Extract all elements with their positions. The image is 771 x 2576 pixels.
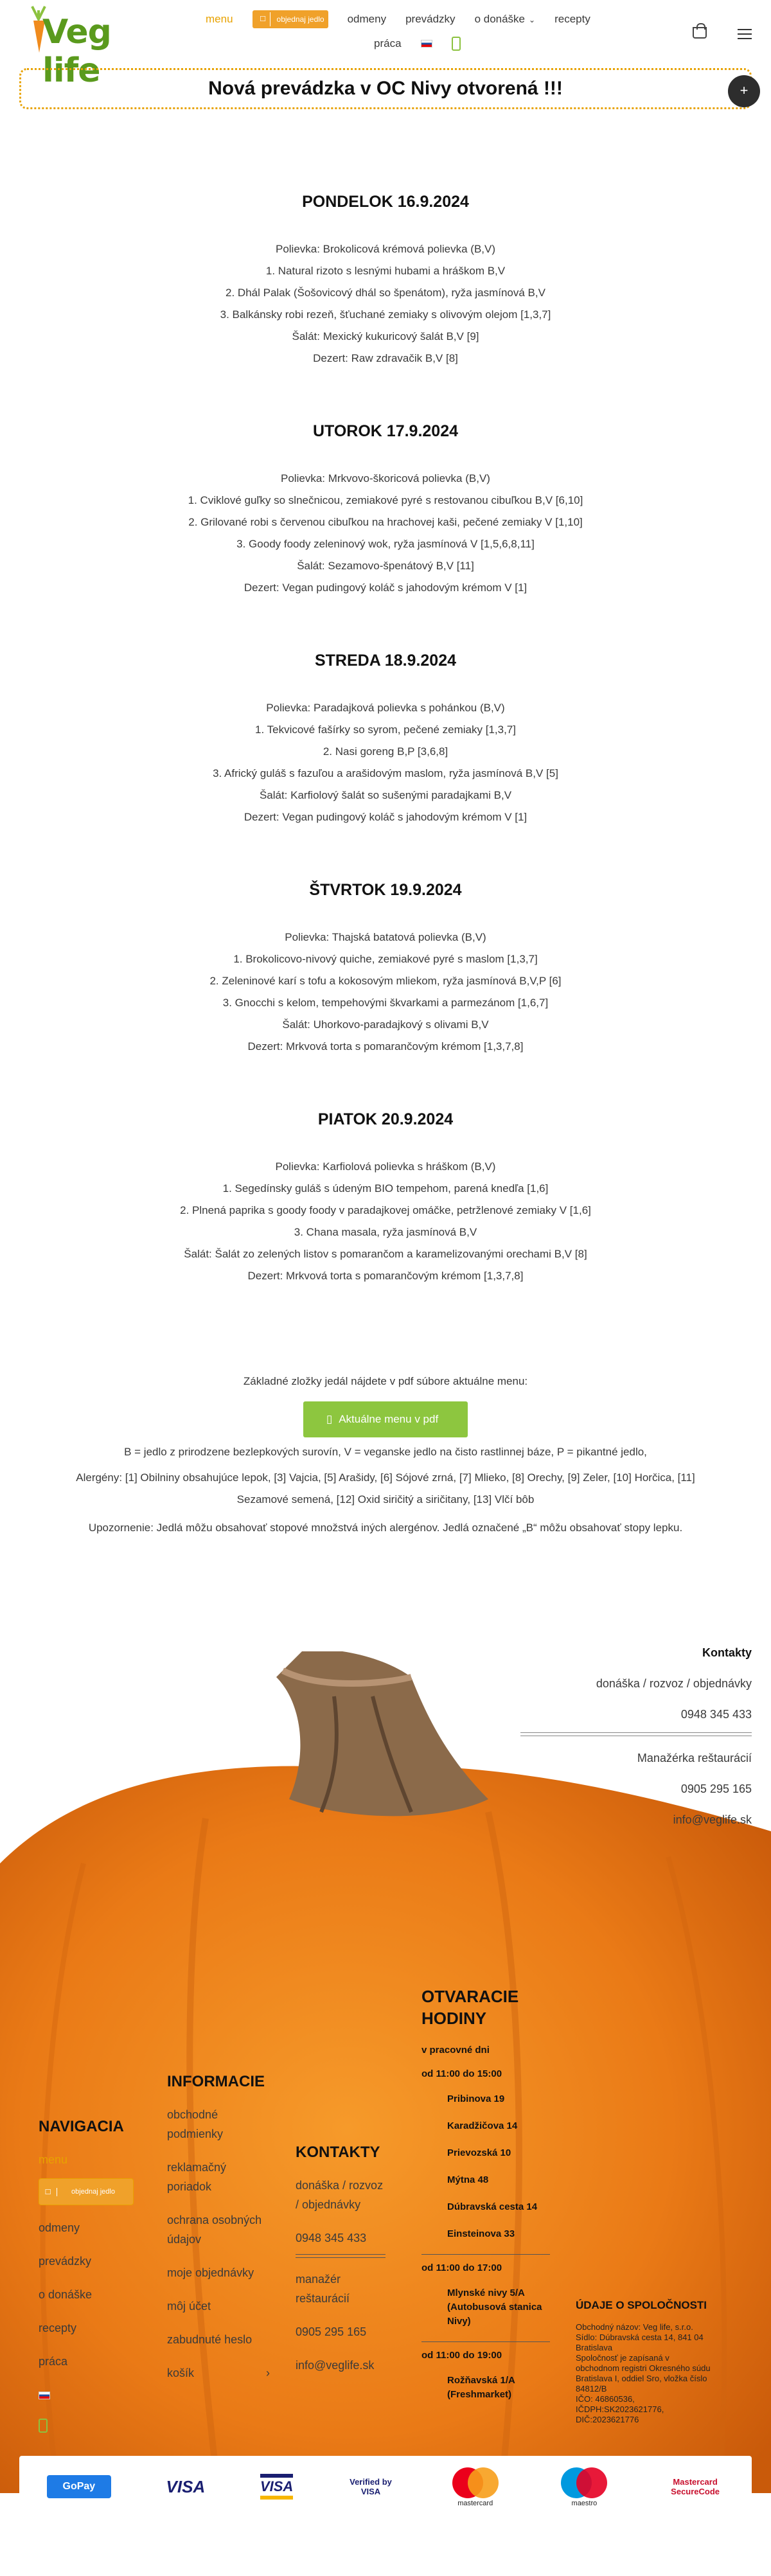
footer-nav-item[interactable]: práca	[39, 2355, 68, 2368]
menu-info	[0, 1371, 771, 1539]
contact-title: Kontakty	[702, 1646, 752, 1659]
footer-nav-item[interactable]: odmeny	[39, 2221, 80, 2234]
menu-line: 2. Dhál Palak (Šošovicový dhál so špenátom), ryža jasmínová B,V	[226, 287, 545, 299]
menu-line: 3. Gnocchi s kelom, tempehovými škvarkami a parmezánom [1,6,7]	[222, 997, 549, 1009]
nav-prevadzky[interactable]: prevádzky	[405, 13, 456, 25]
branch: Karadžičova 14	[447, 2120, 518, 2131]
nav-o-donaske[interactable]: o donáške ⌄	[474, 13, 536, 25]
menu-line: 2. Nasi goreng B,P [3,6,8]	[323, 745, 448, 758]
hours-title: OTVARACIE HODINY	[421, 1987, 519, 2028]
branch: Prievozská 10	[447, 2147, 511, 2158]
account-icon[interactable]	[39, 2419, 48, 2433]
contact-manager: Manažérka reštaurácií	[637, 1752, 752, 1764]
menu-line: Šalát: Sezamovo-špenátový B,V [11]	[297, 560, 474, 572]
day-wednesday	[0, 652, 771, 828]
hamburger-icon[interactable]	[738, 26, 752, 42]
branch: Rožňavská 1/A (Freshmarket)	[447, 2375, 515, 2400]
pdf-intro: Základné zložky jedál nájdete v pdf súbore aktuálne menu:	[243, 1375, 528, 1387]
footer-info-item[interactable]: košík ›	[167, 2363, 270, 2383]
gopay-logo: GoPay	[47, 2475, 111, 2498]
menu-line: Dezert: Mrkvová torta s pomarančovým krémom [1,3,7,8]	[247, 1270, 524, 1282]
branch: Pribinova 19	[447, 2093, 505, 2104]
mastercard-logo: mastercard	[448, 2463, 502, 2510]
footer-contacts	[296, 2144, 386, 2389]
footer-nav-item[interactable]: recepty	[39, 2322, 77, 2334]
menu-line: Dezert: Vegan pudingový koláč s jahodovým krémom V [1]	[244, 811, 527, 823]
menu-line: 2. Zeleninové karí s tofu a kokosovým mliekom, ryža jasmínová B,V,P [6]	[209, 975, 562, 987]
company-title: ÚDAJE O SPOLOČNOSTI	[576, 2299, 707, 2311]
day-monday	[0, 193, 771, 369]
menu-line: Šalát: Šalát zo zelených listov s pomarančom a karamelizovanými orechami B,V [8]	[184, 1248, 587, 1260]
menu-line: Šalát: Mexický kukuricový šalát B,V [9]	[292, 330, 479, 342]
footer-contacts-manager: manažér reštaurácií	[296, 2273, 350, 2305]
opening-hours	[421, 1985, 550, 2415]
footer-contacts-phone[interactable]: 0948 345 433	[296, 2232, 367, 2244]
account-icon[interactable]	[452, 37, 461, 51]
daily-menu	[0, 193, 771, 1340]
menu-line: Dezert: Raw zdravačik B,V [8]	[313, 352, 458, 364]
contact-block	[520, 1637, 752, 1835]
menu-line: 3. Balkánsky robi rezeň, šťuchané zemiaky s olivovým olejom [1,3,7]	[220, 308, 551, 321]
contact-phone[interactable]: 0905 295 165	[680, 1782, 752, 1795]
footer-nav	[39, 2118, 135, 2453]
announcement-banner: Nová prevádzka v OC Nivy otvorená !!!	[19, 68, 752, 109]
allergens-text: Alergény: [1] Obilniny obsahujúce lepok, [3] Vajcia, [5] Arašidy, [6] Sójové zrná, [7] Mlieko, [8] Orechy, [9] Zeler, [10] Horčica, [11]	[76, 1471, 695, 1484]
pdf-icon: ▯	[326, 1413, 333, 1425]
chevron-down-icon: ⌄	[529, 15, 536, 24]
contact-phone[interactable]: 0948 345 433	[680, 1708, 752, 1721]
plus-icon[interactable]: +	[728, 75, 760, 107]
securecode-logo: Mastercard SecureCode	[671, 2477, 720, 2496]
company-info: ÚDAJE O SPOLOČNOSTI Obchodný názov: Veg life, s.r.o. Sídlo: Dúbravská cesta 14, 841 04 Bratislava Spoločnosť je zapísaná v obchodnom registri Okresného súdu Bratislava I, oddiel Sro, vložka číslo 84812/B IČO: 46860536, IČDPH:SK2023621776, DIČ:2023621776	[576, 2300, 730, 2425]
footer-info	[167, 2073, 270, 2397]
main-nav	[206, 9, 655, 54]
visa-logo: VISA	[166, 2476, 206, 2496]
checkbox-icon: ☐	[256, 12, 270, 26]
nav-menu[interactable]: menu	[206, 13, 233, 25]
menu-line: 1. Natural rizoto s lesnými hubami a hráškom B,V	[265, 265, 506, 277]
footer-info-item[interactable]: môj účet	[167, 2300, 211, 2313]
footer-nav-item[interactable]: o donáške	[39, 2288, 93, 2301]
maestro-circles-icon	[557, 2466, 611, 2500]
nav-odmeny[interactable]: odmeny	[347, 13, 387, 25]
branch: Mlynské nivy 5/A (Autobusová stanica Nivy)	[447, 2287, 542, 2327]
menu-line: 2. Grilované robi s červenou cibuľkou na hrachovej kaši, pečené zemiaky V [1,10]	[188, 516, 583, 528]
menu-line: 3. Chana masala, ryža jasmínová B,V	[294, 1226, 477, 1238]
menu-line: Šalát: Karfiolový šalát so sušenými paradajkami B,V	[259, 789, 512, 801]
footer-contacts-title: KONTAKTY	[296, 2144, 380, 2161]
chevron-right-icon: ›	[266, 2367, 270, 2379]
menu-line: 2. Plnená paprika s goody foody v paradajkovej omáčke, petržlenové zemiaky V [1,6]	[180, 1204, 591, 1216]
visa-electron-logo: VISA	[260, 2474, 293, 2500]
menu-line: 3. Africký guláš s fazuľou a arašidovým maslom, ryža jasmínová B,V [5]	[213, 767, 558, 779]
mastercard-circles-icon	[448, 2466, 502, 2500]
menu-line: Polievka: Karfiolová polievka s hráškom (B,V)	[275, 1160, 496, 1173]
contact-email[interactable]: info@veglife.sk	[673, 1813, 752, 1826]
day-title: UTOROK 17.9.2024	[312, 422, 459, 440]
menu-line: Polievka: Paradajková polievka s pohánkou (B,V)	[266, 702, 505, 714]
allergens-text: Sezamové semená, [12] Oxid siričitý a siričitany, [13] Vlčí bôb	[236, 1493, 535, 1506]
menu-line: Polievka: Thajská batatová polievka (B,V)	[285, 931, 486, 943]
menu-line: 1. Brokolicovo-nivový quiche, zemiakové pyré s maslom [1,3,7]	[233, 953, 538, 965]
verified-by-visa-logo: Verified by VISA	[350, 2477, 392, 2496]
day-title: ŠTVRTOK 19.9.2024	[309, 881, 462, 899]
cart-icon[interactable]	[693, 27, 707, 39]
logo-text: Veg life	[42, 13, 111, 90]
footer-info-item[interactable]: obchodné podmienky	[167, 2108, 224, 2140]
copyright: © Copyright 2012 - 2024 | Veg life | All Rights Reserved	[251, 2538, 520, 2550]
branch: Einsteinova 33	[447, 2228, 515, 2239]
menu-line: 3. Goody foody zeleninový wok, ryža jasmínová V [1,5,6,8,11]	[236, 538, 535, 550]
hours-weekdays: v pracovné dni	[421, 2045, 490, 2056]
checkbox-icon: ☐	[39, 2188, 57, 2196]
day-friday	[0, 1110, 771, 1287]
hours-time: od 11:00 do 19:00	[421, 2350, 502, 2361]
day-title: PIATOK 20.9.2024	[317, 1110, 454, 1128]
menu-line: 1. Tekvicové fašírky so syrom, pečené zemiaky [1,3,7]	[255, 724, 516, 736]
branch: Dúbravská cesta 14	[447, 2201, 538, 2212]
language-flag-icon[interactable]	[421, 40, 432, 48]
menu-line: Polievka: Mrkvovo-škoricová polievka (B,V)	[281, 472, 490, 484]
menu-line: 1. Segedínsky guláš s údeným BIO tempehom, parená knedľa [1,6]	[222, 1182, 549, 1195]
footer-info-item[interactable]: moje objednávky	[167, 2266, 254, 2279]
day-title: PONDELOK 16.9.2024	[302, 193, 469, 211]
branch: Mýtna 48	[447, 2174, 489, 2185]
warning-text: Upozornenie: Jedlá môžu obsahovať stopové množstvá iných alergénov. Jedlá označené „B“ môžu obsahovať stopy lepku.	[88, 1522, 683, 1534]
footer-nav-menu[interactable]: menu	[39, 2153, 68, 2166]
footer-nav-title: NAVIGACIA	[39, 2118, 124, 2135]
day-title: STREDA 18.9.2024	[314, 652, 457, 670]
hours-time: od 11:00 do 17:00	[421, 2262, 502, 2273]
menu-line: Dezert: Mrkvová torta s pomarančovým krémom [1,3,7,8]	[247, 1040, 524, 1053]
language-flag-icon[interactable]	[39, 2392, 50, 2399]
footer-info-item[interactable]: zabudnuté heslo	[167, 2333, 253, 2346]
hours-time: od 11:00 do 15:00	[421, 2068, 502, 2079]
day-thursday	[0, 881, 771, 1058]
footer-contacts-delivery: donáška / rozvoz / objednávky	[296, 2179, 384, 2211]
maestro-logo: maestro	[557, 2463, 611, 2510]
nav-praca[interactable]: práca	[374, 37, 402, 49]
footer-nav-item[interactable]: prevádzky	[39, 2255, 92, 2268]
footer-info-item[interactable]: reklamačný poriadok	[167, 2161, 227, 2193]
order-food-button[interactable]: ☐ objednaj jedlo	[253, 10, 328, 28]
payment-methods	[19, 2456, 752, 2518]
menu-line: Polievka: Brokolicová krémová polievka (B,V)	[275, 243, 496, 255]
logo[interactable]	[19, 4, 154, 90]
menu-line: Šalát: Uhorkovo-paradajkový s olivami B,V	[282, 1018, 489, 1031]
contact-delivery: donáška / rozvoz / objednávky	[596, 1677, 752, 1690]
footer-info-title: INFORMACIE	[167, 2073, 265, 2090]
footer-info-item[interactable]: ochrana osobných údajov	[167, 2214, 262, 2246]
menu-line: Dezert: Vegan pudingový koláč s jahodovým krémom V [1]	[244, 582, 527, 594]
legend-text: B = jedlo z prirodzene bezlepkových surovín, V = veganske jedlo na čisto rastlinnej báze, P = pikantné jedlo,	[124, 1446, 647, 1458]
footer-contacts-phone[interactable]: 0905 295 165	[296, 2325, 367, 2338]
pdf-menu-button[interactable]: ▯ Aktuálne menu v pdf	[303, 1401, 468, 1437]
footer-contacts-email[interactable]: info@veglife.sk	[296, 2359, 375, 2372]
footer-order-button[interactable]: ☐ objednaj jedlo	[39, 2178, 134, 2205]
menu-line: 1. Cviklové guľky so slnečnicou, zemiakové pyré s restovanou cibuľkou B,V [6,10]	[188, 494, 583, 506]
nav-recepty[interactable]: recepty	[554, 13, 590, 25]
day-tuesday	[0, 422, 771, 599]
